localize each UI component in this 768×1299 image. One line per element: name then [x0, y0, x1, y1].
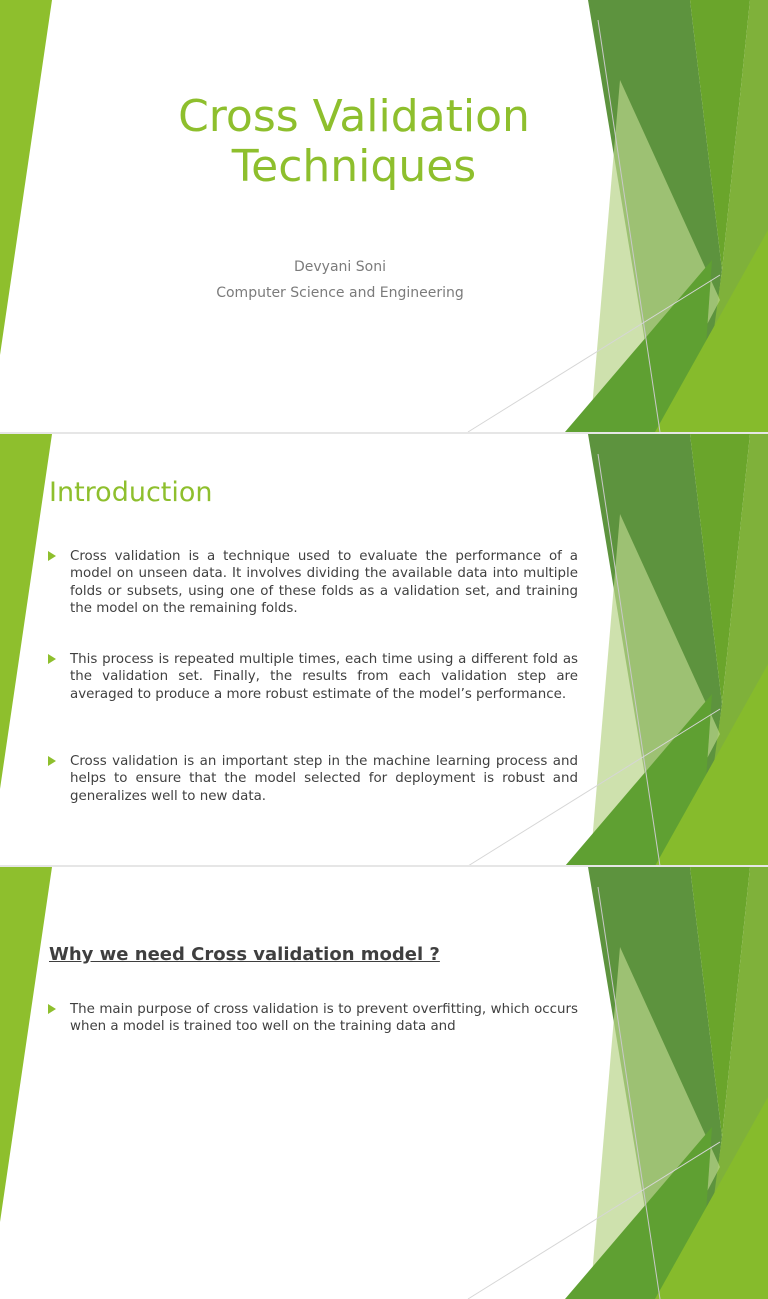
slide-heading: Introduction	[49, 477, 213, 508]
list-item	[48, 651, 578, 703]
bullet-arrow-icon	[48, 1004, 56, 1014]
list-item	[48, 548, 578, 617]
bullet-text: The main purpose of cross validation is to prevent overfitting, which occurs when a model is trained too well on the training data and	[70, 1002, 578, 1035]
title-slide	[0, 0, 768, 432]
slide-heading: Why we need Cross validation model ?	[49, 944, 440, 965]
list-item	[48, 753, 578, 805]
title-line-1: Cross Validation	[178, 91, 530, 142]
bullet-arrow-icon	[48, 756, 56, 766]
department: Computer Science and Engineering	[216, 285, 464, 301]
list-item	[48, 1001, 578, 1036]
why-cross-validation-slide	[0, 867, 768, 1035]
bullet-arrow-icon	[48, 654, 56, 664]
author-name: Devyani Soni	[294, 259, 386, 275]
introduction-slide	[0, 434, 768, 865]
bullet-text: Cross validation is an important step in the machine learning process and helps to ensure that the model selected for deployment is robust and generalizes well to new data.	[70, 754, 578, 804]
bullet-text: Cross validation is a technique used to evaluate the performance of a model on unseen data. It involves dividing the available data into multiple folds or subsets, using one of these folds as a validation set, and training the model on the remaining folds.	[70, 549, 578, 616]
title-line-2: Techniques	[231, 141, 477, 192]
bullet-arrow-icon	[48, 551, 56, 561]
bullet-text: This process is repeated multiple times, each time using a different fold as the validation set. Finally, the results from each validation step are averaged to produce a more robust estimate of the model’s performance.	[70, 652, 578, 702]
presentation-title	[150, 92, 558, 192]
